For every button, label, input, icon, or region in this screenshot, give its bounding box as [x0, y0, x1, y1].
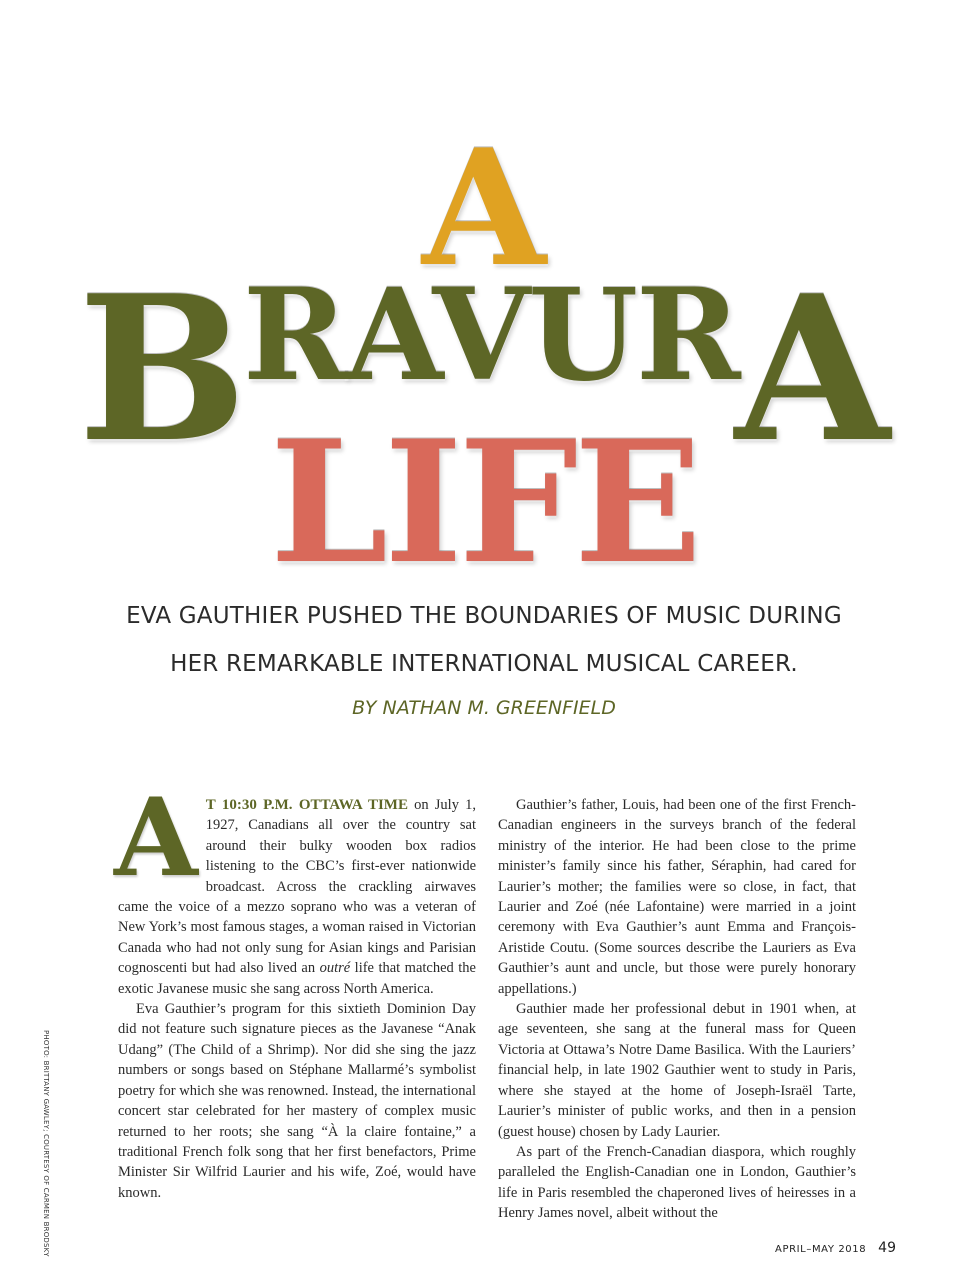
paragraph-1-end: life that matched the exotic Javanese music she sang across North America.: [118, 960, 476, 997]
paragraph-1-italic: outré: [319, 960, 351, 977]
paragraph-1-text: on July 1, 1927, Canadians all over the country sat around their bulky wooden box radios listening to the CBC’s first-ever nationwide broadcast. Across the crackling airwaves came the voice of a mezzo soprano who was a veteran of New York’s most famous stages, a woman raised in Victorian Canada who had not only sung for Asian kings and Parisian cognoscenti but had also lived an: [118, 797, 477, 977]
article-column-left: [114, 775, 477, 1203]
title-word-life: LIFE: [269, 403, 699, 601]
issue-date: APRIL–MAY 2018: [775, 1244, 867, 1255]
article-paragraph-4: Gauthier made her professional debut in 1901 when, at age seventeen, she sang at the funeral mass for Queen Victoria at Ottawa’s Notre Dame Basilica. With the Lauriers’ financial help, in late 1902 Gauthier went to study in Paris, where she stayed at the home of Joseph-Israël Tarte, Laurier’s minister of public works, and then in a pension (guest house) chosen by Lady Laurier.: [498, 1001, 856, 1140]
article-paragraph-2: Eva Gauthier’s program for this sixtieth Dominion Day did not feature such signature pieces as the Javanese “Anak Udang” (The Child of a Shrimp). Nor did she sing the jazz numbers or songs based on Stéphane Mallarmé’s symbolist poetry for which she was renowned. Instead, the international concert star celebrated for her mastery of complex music returned to her roots; she sang “À la claire fontaine,” a traditional French folk song that her first benefactors, Prime Minister Sir Wilfrid Laurier and his wife, Zoé, would have known.: [118, 1001, 476, 1201]
drop-cap: A: [114, 775, 198, 901]
subtitle-line-2: HER REMARKABLE INTERNATIONAL MUSICAL CAREER.: [170, 651, 798, 677]
folio: [775, 1240, 896, 1256]
article-paragraph-1: [114, 775, 477, 999]
title-bravura-b: B: [78, 252, 248, 488]
lead-in: T 10:30 P.M. OTTAWA TIME: [205, 797, 408, 813]
title-bravura-a: A: [734, 252, 890, 488]
title-word-a: A: [421, 114, 547, 302]
byline: BY NATHAN M. GREENFIELD: [352, 697, 616, 719]
article-paragraph-5: As part of the French-Canadian diaspora, which roughly paralleled the English-Canadian one in London, Gauthier’s life in Paris resembled the chaperoned lives of heiresses in a Henry James novel, albeit without the: [498, 1143, 856, 1222]
photo-credit: PHOTO: BRITTANY GAWLEY; COURTESY OF CARMEN BRODSKY: [42, 1030, 50, 1257]
article-column-right: [498, 795, 856, 1224]
subtitle-line-1: EVA GAUTHIER PUSHED THE BOUNDARIES OF MUSIC DURING: [126, 603, 842, 629]
article-paragraph-3: Gauthier’s father, Louis, had been one of the first French-Canadian engineers in the surveys branch of the federal ministry of the interior. He had been close to the prime minister’s family since his father, Séraphin, had cared for Laurier’s mother; the families were so close, in fact, that Laurier and Zoé (née Lafontaine) were married in a joint ceremony with Eva Gauthier’s aunt Emma and François-Aristide Coutu. (Some sources describe the Lauriers as Eva Gauthier’s aunt and uncle, but those were purely honorary appellations.): [498, 797, 856, 997]
title-bravura-middle: RAVUR: [243, 261, 739, 409]
page-number: 49: [878, 1240, 896, 1256]
